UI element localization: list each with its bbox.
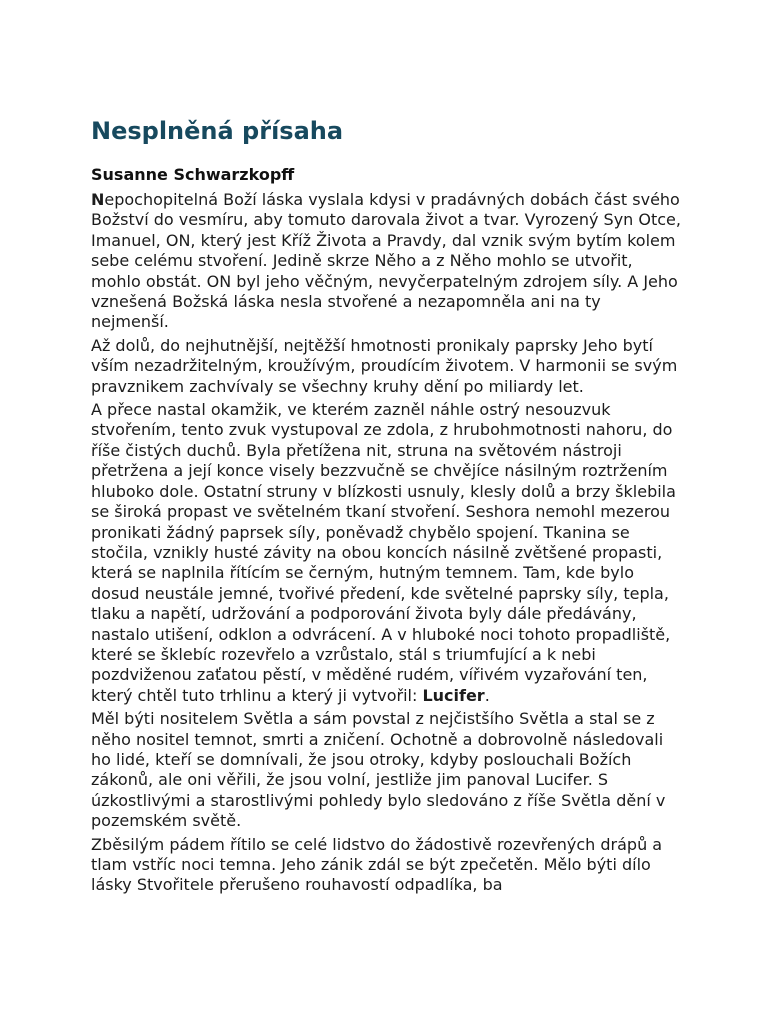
paragraph-3 [91,400,681,706]
lucifer-emphasis: Lucifer [422,685,485,705]
paragraph-1-text: epochopitelná Boží láska vyslala kdysi v pradávných dobách část svého Božství do vesmíru, aby tomuto darovala život a tvar. Vyrozený Syn Otce, Imanuel, ON, který jest Kříž Života a Pravdy, dal vznik svým bytím kolem sebe celému stvoření. Jedině skrze Něho a z Něho mohlo se utvořit, mohlo obstát. ON byl jeho věčným, nevyčerpatelným zdrojem síly. A Jeho vznešená Božská láska nesla stvořené a nezapomněla ani na ty nejmenší. [91,190,681,332]
document-author: Susanne Schwarzkopff [91,165,295,184]
paragraph-5: Zběsilým pádem řítilo se celé lidstvo do žádostivě rozevřených drápů a tlam vstříc noci temna. Jeho zánik zdál se být zpečetěn. Mělo býti dílo lásky Stvořitele přerušeno rouhavostí odpadlíka, ba [91,834,663,895]
paragraph-1 [91,190,681,333]
paragraph-3-tail: . [484,685,490,705]
drop-cap: N [91,190,105,209]
document-title: Nesplněná přísaha [91,117,344,145]
paragraph-4: Měl býti nositelem Světla a sám povstal z nejčistšího Světla a stal se z něho nositel temnot, smrti a zničení. Ochotně a dobrovolně následovali ho lidé, kteří se domnívali, že jsou otroky, kdyby poslouchali Božích zákonů, ale oni věřili, že jsou volní, jestliže jim panoval Lucifer. S úzkostlivými a starostlivými pohledy bylo sledováno z říše Světla dění v pozemském světě. [91,709,666,831]
paragraph-2: Až dolů, do nejhutnější, nejtěžší hmotnosti pronikaly paprsky Jeho bytí vším nezadržitelným, kroužívým, proudícím životem. V harmonii se svým pravznikem zachvívaly se všechny kruhy dění po miliardy let. [91,335,678,396]
paragraph-3-text: A přece nastal okamžik, ve kterém zazněl náhle ostrý nesouzvuk stvořením, tento zvuk vystupoval ze zdola, z hrubohmotnosti nahoru, do říše čistých duchů. Byla přetížena nit, struna na světovém nástroji přetržena a její konce visely bezzvučně se chvějíce násilným roztržením hluboko dole. Ostatní struny v blízkosti usnuly, klesly dolů a brzy šklebila se široká propast ve světelném tkaní stvoření. Seshora nemohl mezerou pronikati žádný paprsek síly, poněvadž chybělo spojení. Tkanina se stočila, vznikly husté závity na obou koncích násilně zvětšené propasti, která se naplnila řítícím se černým, hutným temnem. Tam, kde bylo dosud neustále jemné, tvořivé předení, kde světelné paprsky síly, tepla, tlaku a napětí, udržování a podporování života byly dále předávány, nastalo utišení, odklon a odvrácení. A v hluboké noci tohoto propadliště, které se šklebíc rozevřelo a vzrůstalo, stál s triumfující a k nebi pozdviženou zaťatou pěstí, v měděné rudém, vířivém vyzařování ten, který chtěl tuto trhlinu a který ji vytvořil: [91,400,676,705]
document-page [91,112,681,899]
